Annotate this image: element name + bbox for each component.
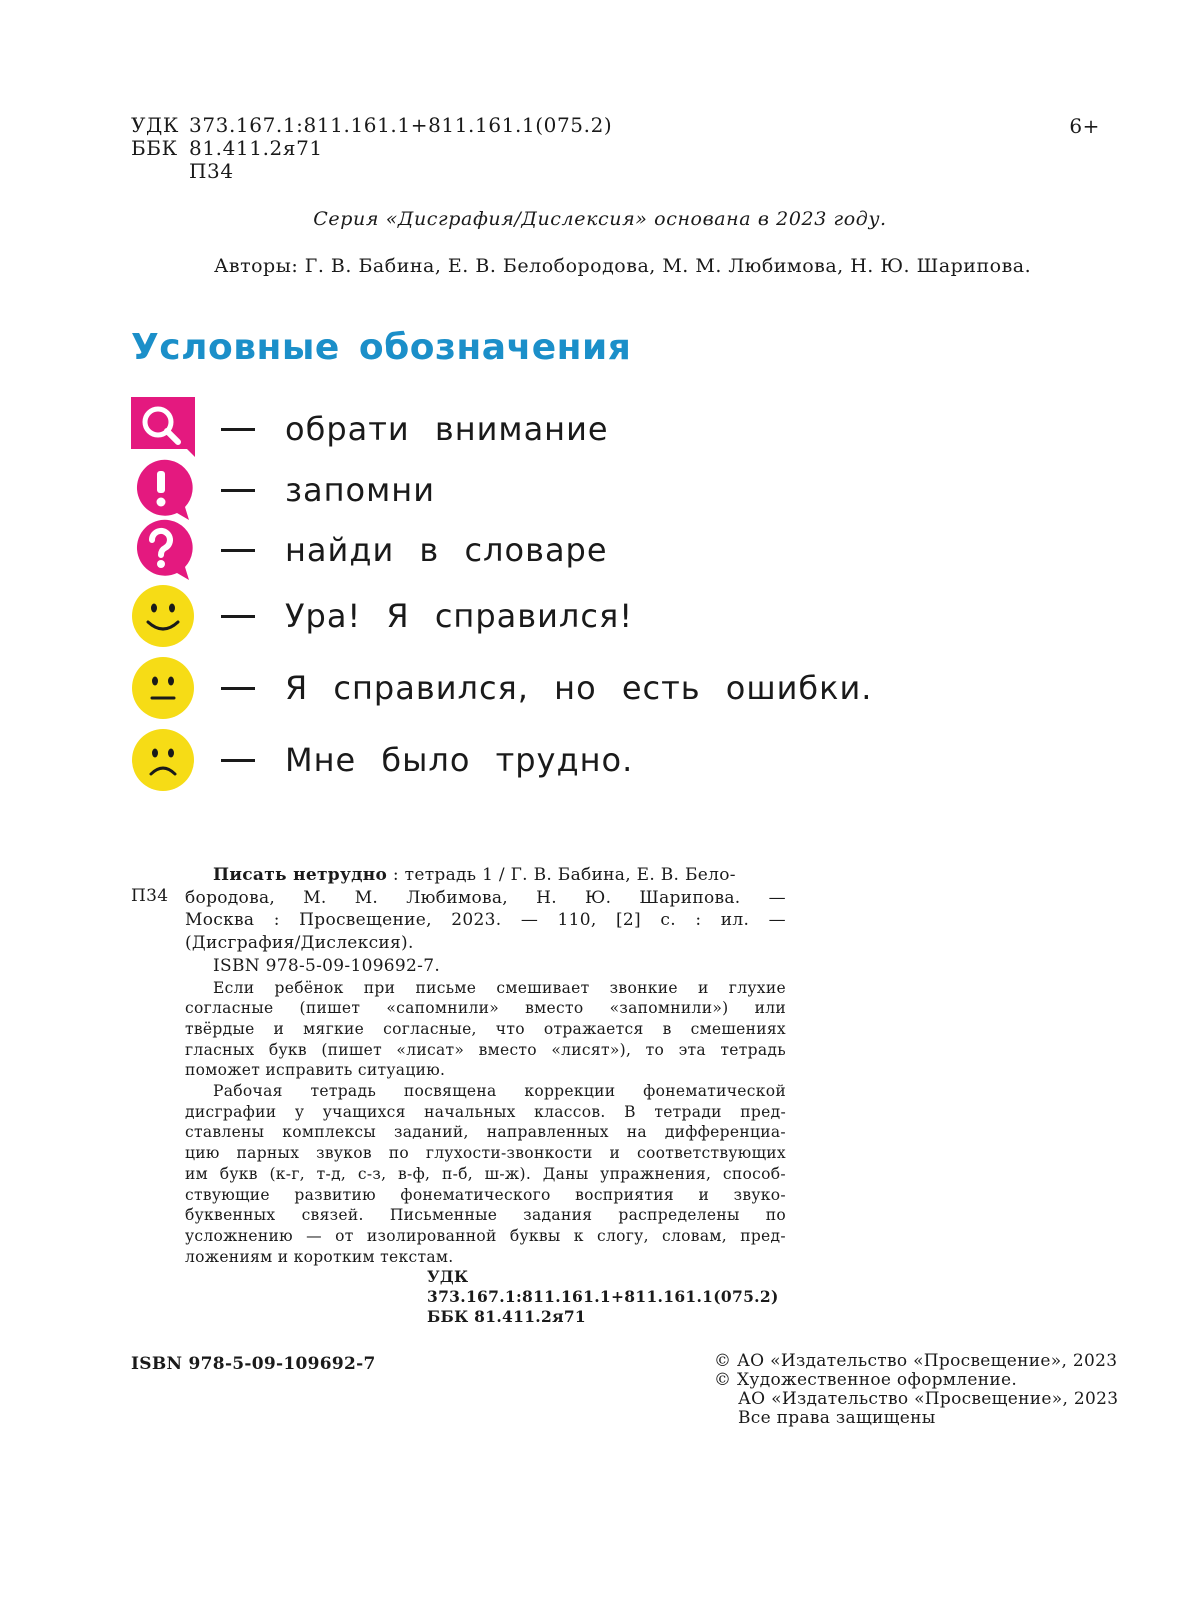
sad-face-icon [131,728,195,792]
legend-dash [221,428,255,431]
abstract-line: цию парных звуков по глухости-звонкости и соответствующих [185,1144,786,1163]
legend-dash [221,759,255,762]
legend-item-success [131,583,633,649]
abstract-line: Рабочая тетрадь посвящена коррекции фонематической [213,1082,786,1101]
abstract-line: дисграфии у учащихся начальных классов. В тетради пред- [185,1102,786,1121]
legend-dash [221,549,255,552]
abstract-line: твёрдые и мягкие согласные, что отражается в смешениях [185,1019,786,1038]
author-mark: П34 [189,159,234,183]
magnifier-icon [131,397,195,461]
legend-text: запомни [285,471,435,509]
catalog-abstract-1 [131,978,786,1082]
catalog-isbn: ISBN 978-5-09-109692-7. [213,955,441,976]
catalog-title-rest: : тетрадь 1 / Г. В. Бабина, Е. В. Бело- [392,865,736,885]
catalog-title: Писать нетрудно [213,865,388,885]
abstract-line: поможет исправить ситуацию. [185,1061,446,1080]
legend-text: обрати внимание [285,410,609,448]
udk-label: УДК [131,113,179,137]
abstract-line: им букв (к-г, т-д, с-з, в-ф, п-б, ш-ж). Даны упражнения, способ- [185,1164,786,1183]
legend-dash [221,615,255,618]
catalog-card [131,864,786,1327]
copyright-block [714,1352,1118,1428]
catalog-abstract-2 [131,1081,786,1267]
catalog-udk: УДК 373.167.1:811.161.1+811.161.1(075.2) [427,1267,779,1307]
age-rating: 6+ [1069,114,1100,138]
legend-text: Мне было трудно. [285,741,634,779]
neutral-face-icon [131,656,195,720]
authors-line: Авторы: Г. В. Бабина, Е. В. Белобородова, М. М. Любимова, Н. Ю. Шарипова. [214,255,1032,277]
abstract-line: буквенных связей. Письменные задания распределены по [185,1206,786,1225]
abstract-line: ставлены комплексы заданий, направленных на дифференциа- [185,1123,786,1142]
catalog-bbk: ББК 81.411.2я71 [427,1307,587,1327]
legend-item-remember [131,457,435,523]
catalog-title-line [131,864,786,887]
catalog-line: (Дисграфия/Дислексия). [185,933,414,954]
bbk-value: 81.411.2я71 [189,136,323,160]
legend-item-attention [131,396,609,462]
legend-title: Условные обозначения [131,327,632,368]
abstract-line: ложениям и коротким текстам. [185,1247,454,1266]
abstract-line: усложнению — от изолированной буквы к слогу, словам, пред- [185,1226,786,1245]
abstract-line: ствующие развитию фонематического восприятия и звуко- [185,1185,786,1204]
question-icon [131,518,195,582]
exclamation-icon [131,458,195,522]
legend-item-difficult [131,727,633,793]
abstract-line: гласных букв (пишет «лисат» вместо «лисят»), то эта тетрадь [185,1040,786,1059]
catalog-mark: П34 [131,886,169,906]
legend-item-dictionary [131,517,608,583]
copyright-line: АО «Издательство «Просвещение», 2023 [738,1389,1119,1409]
legend-item-errors [131,655,872,721]
catalog-line: бородова, М. М. Любимова, Н. Ю. Шарипова. — [185,887,786,908]
footer-isbn: ISBN 978-5-09-109692-7 [131,1354,376,1374]
classification-block [131,114,612,183]
legend-text: Ура! Я справился! [285,597,634,635]
copyright-line: Все права защищены [738,1408,936,1428]
series-note: Серия «Дисграфия/Дислексия» основана в 2023 году. [313,208,887,230]
abstract-line: Если ребёнок при письме смешивает звонкие и глухие [213,978,786,997]
copyright-line: © АО «Издательство «Просвещение», 2023 [714,1351,1118,1371]
legend-dash [221,687,255,690]
legend-dash [221,489,255,492]
catalog-line: Москва : Просвещение, 2023. — 110, [2] с. : ил. — [185,910,786,931]
legend-text: Я справился, но есть ошибки. [285,669,873,707]
bbk-label: ББК [131,136,178,160]
abstract-line: согласные (пишет «сапомнили» вместо «запомнили») или [185,999,786,1018]
happy-face-icon [131,584,195,648]
legend-text: найди в словаре [285,531,608,569]
copyright-line: © Художественное оформление. [714,1370,1018,1390]
udk-value: 373.167.1:811.161.1+811.161.1(075.2) [189,113,613,137]
